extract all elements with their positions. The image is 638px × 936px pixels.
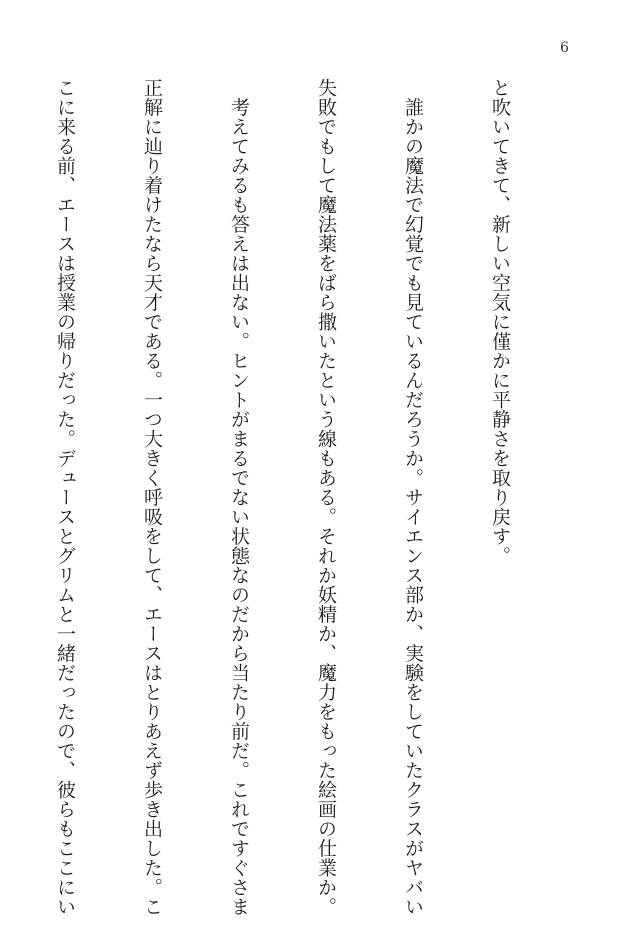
vertical-text-body <box>0 78 572 917</box>
text-line: 考えてみるも答えは出ない。ヒントがまるでない状態なのだから当たり前だ。これですぐさま <box>228 78 250 917</box>
text-line: こに来る前、エースは授業の帰りだった。デュースとグリムと一緒だったので、彼らもここにい <box>54 78 76 917</box>
text-line: 失敗でもして魔法薬をばら撒いたという線もある。それか妖精か、魔力をもった絵画の仕業か。 <box>315 78 337 917</box>
page-number: 6 <box>560 40 569 56</box>
text-line: 正解に辿り着けたなら天才である。一つ大きく呼吸をして、エースはとりあえず歩き出した。こ <box>141 78 163 917</box>
text-line: と吹いてきて、新しい空気に僅かに平静さを取り戻す。 <box>489 78 511 566</box>
text-line: 誰かの魔法で幻覚でも見ているんだろうか。サイエンス部か、実験をしていたクラスがヤバい <box>402 78 424 917</box>
